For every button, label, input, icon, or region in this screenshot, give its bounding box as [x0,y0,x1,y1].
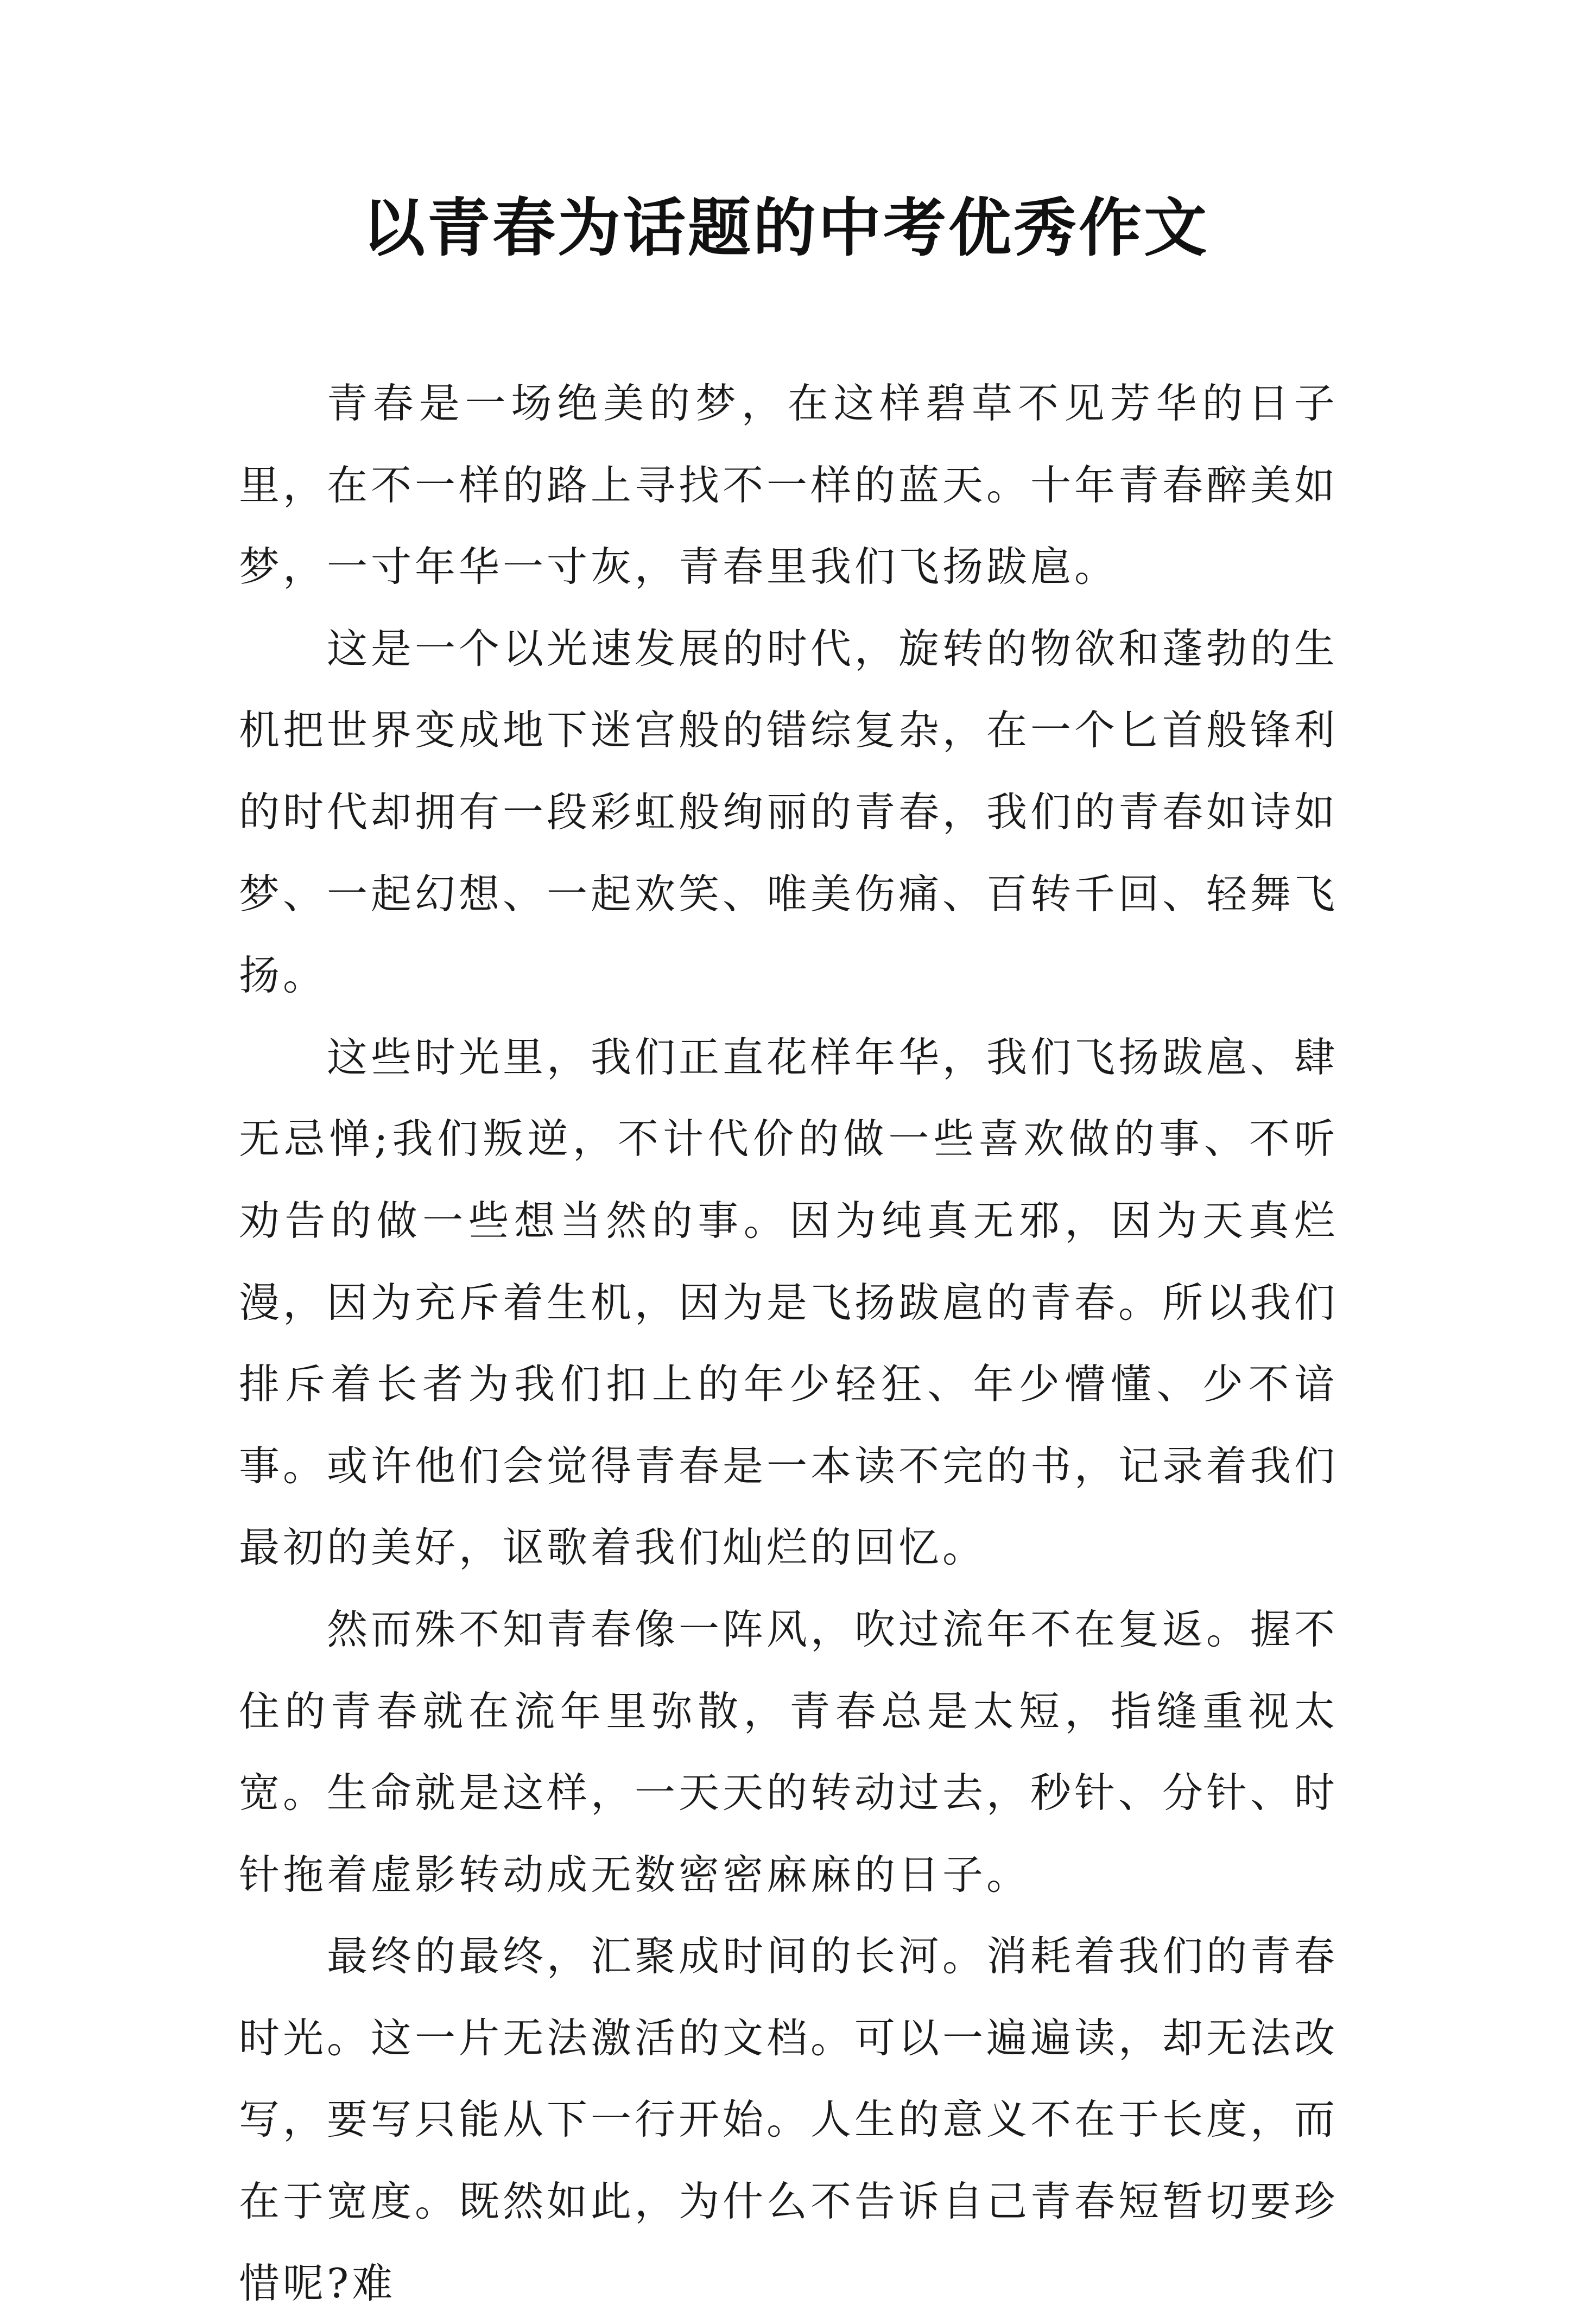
document-title: 以青春为话题的中考优秀作文 [362,191,1209,265]
paragraph: 青春是一场绝美的梦，在这样碧草不见芳华的日子里，在不一样的路上寻找不一样的蓝天。十年青春醉美如梦，一寸年华一寸灰，青春里我们飞扬跋扈。 [239,379,1339,591]
paragraph: 最终的最终，汇聚成时间的长河。消耗着我们的青春时光。这一片无法激活的文档。可以一遍遍读，却无法改写，要写只能从下一行开始。人生的意义不在于长度，而在于宽度。既然如此，为什么不告诉自己青春短暂切要珍惜呢?难 [239,1932,1339,2307]
paragraph: 这是一个以光速发展的时代，旋转的物欲和蓬勃的生机把世界变成地下迷宫般的错综复杂，在一个匕首般锋利的时代却拥有一段彩虹般绚丽的青春，我们的青春如诗如梦、一起幻想、一起欢笑、唯美伤痛、百转千回、轻舞飞扬。 [239,624,1339,1000]
document-body [239,363,1338,2324]
paragraph: 这些时光里，我们正直花样年华，我们飞扬跋扈、肆无忌惮;我们叛逆，不计代价的做一些喜欢做的事、不听劝告的做一些想当然的事。因为纯真无邪，因为天真烂漫，因为充斥着生机，因为是飞扬跋扈的青春。所以我们排斥着长者为我们扣上的年少轻狂、年少懵懂、少不谙事。或许他们会觉得青春是一本读不完的书，记录着我们最初的美好，讴歌着我们灿烂的回忆。 [239,1033,1339,1572]
paragraph: 然而殊不知青春像一阵风，吹过流年不在复返。握不住的青春就在流年里弥散，青春总是太短，指缝重视太宽。生命就是这样，一天天的转动过去，秒针、分针、时针拖着虚影转动成无数密密麻麻的日子。 [239,1605,1339,1898]
